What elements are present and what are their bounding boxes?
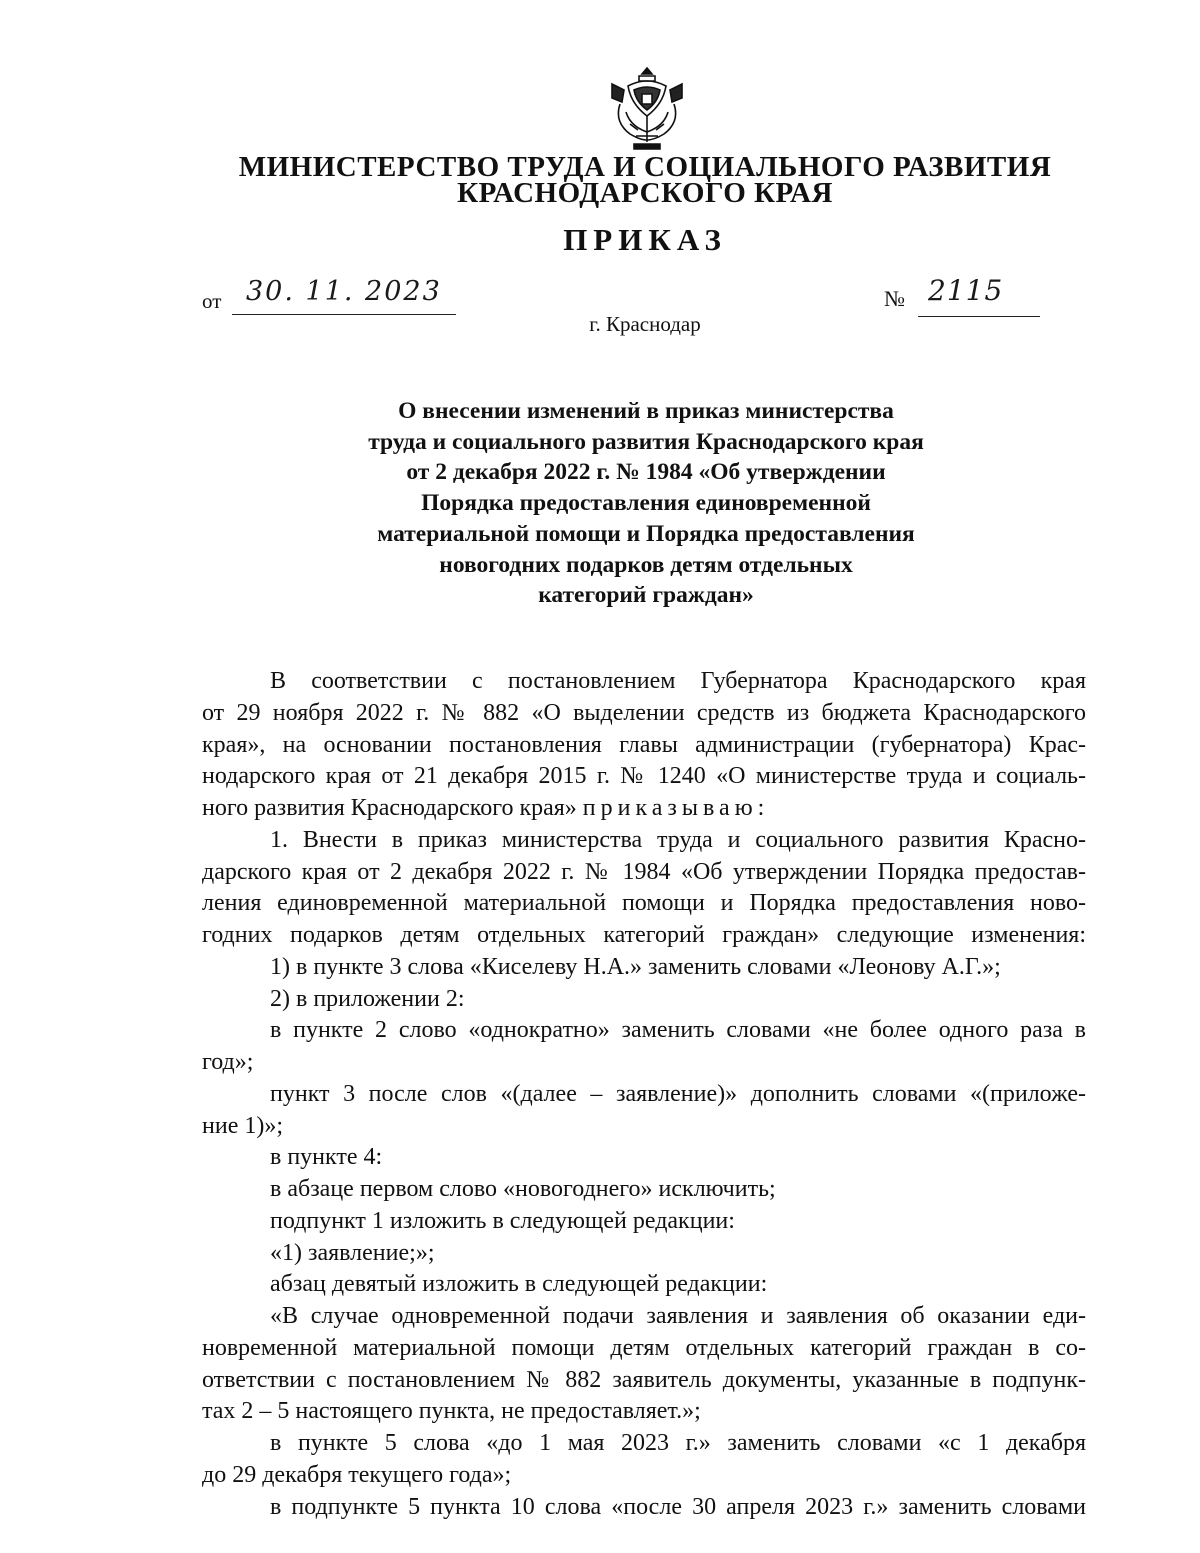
order-verb: приказываю:	[582, 795, 770, 821]
handwritten-number: 2115	[928, 274, 1004, 307]
body-line: края», на основании постановления главы администрации (губернатора) Крас-	[202, 731, 1086, 758]
body-line: «В случае одновременной подачи заявления и заявления об оказании еди-	[270, 1303, 1086, 1329]
body-line: абзац девятый изложить в следующей редакции:	[270, 1271, 768, 1298]
date-label: от	[202, 289, 222, 313]
body-text: ного развития Краснодарского края»	[202, 795, 577, 821]
body-line: от 29 ноября 2022 г. № 882 «О выделении средств из бюджета Краснодарского	[202, 699, 1086, 726]
title-line: новогодних подарков детям отдельных	[439, 551, 853, 578]
body-line: ние 1)»;	[202, 1112, 283, 1139]
body-line: в пункте 4:	[270, 1144, 383, 1171]
body-line: годних подарков детям отдельных категорий граждан» следующие изменения:	[202, 922, 1086, 948]
document-type-heading: ПРИКАЗ	[563, 222, 727, 257]
ministry-name-line-1: МИНИСТЕРСТВО ТРУДА И СОЦИАЛЬНОГО РАЗВИТИЯ	[238, 151, 1052, 183]
body-line: ления единовременной материальной помощи и Порядка предоставления ново-	[202, 890, 1086, 917]
body-line: В соответствии с постановлением Губернатора Краснодарского края	[270, 668, 1086, 694]
body-line: 1. Внести в приказ министерства труда и социального развития Красно-	[270, 826, 1086, 853]
body-line: в абзаце первом слово «новогоднего» исключить;	[270, 1176, 776, 1202]
title-line: О внесении изменений в приказ министерства	[398, 398, 894, 424]
body-line: в пункте 5 слова «до 1 мая 2023 г.» заменить словами «с 1 декабря	[270, 1430, 1086, 1456]
body-line: дарского края от 2 декабря 2022 г. № 1984 «Об утверждении Порядка предостав-	[202, 858, 1086, 885]
body-line: пункт 3 после слов «(далее – заявление)» дополнить словами «(приложе-	[270, 1080, 1086, 1107]
body-line: в пункте 2 слово «однократно» заменить словами «не более одного раза в	[270, 1017, 1086, 1044]
body-line	[202, 793, 1086, 825]
body-line: до 29 декабря текущего года»;	[202, 1461, 512, 1488]
body-line: «1) заявление;»;	[270, 1239, 435, 1266]
city-line: г. Краснодар	[589, 312, 701, 336]
body-line: тах 2 – 5 настоящего пункта, не предоставляет.»;	[202, 1398, 701, 1425]
body-line: 2) в приложении 2:	[270, 985, 465, 1012]
title-line: Порядка предоставления единовременной	[421, 490, 871, 517]
body-line: год»;	[202, 1049, 254, 1075]
coat-of-arms-icon	[606, 64, 688, 152]
title-line: категорий граждан»	[538, 582, 754, 609]
ministry-name-line-2: КРАСНОДАРСКОГО КРАЯ	[457, 177, 833, 209]
title-line: материальной помощи и Порядка предоставления	[377, 520, 915, 547]
title-line: от 2 декабря 2022 г. № 1984 «Об утверждении	[406, 459, 886, 486]
body-line: подпункт 1 изложить в следующей редакции:	[270, 1207, 735, 1234]
body-line: 1) в пункте 3 слова «Киселеву Н.А.» заменить словами «Леонову А.Г.»;	[270, 953, 1001, 980]
title-line: труда и социального развития Краснодарского края	[368, 428, 924, 455]
body-line: новременной материальной помощи детям отдельных категорий граждан в со-	[202, 1334, 1086, 1361]
order-title	[160, 396, 1132, 611]
order-body	[202, 666, 1086, 1523]
number-label: №	[884, 286, 905, 311]
body-line: нодарского края от 21 декабря 2015 г. № 1240 «О министерстве труда и социаль-	[202, 763, 1086, 790]
body-line: в подпункте 5 пункта 10 слова «после 30 апреля 2023 г.» заменить словами	[270, 1493, 1086, 1520]
body-line: ответствии с постановлением № 882 заявитель документы, указанные в подпунк-	[202, 1366, 1086, 1393]
handwritten-date: 30. 11. 2023	[246, 276, 442, 307]
